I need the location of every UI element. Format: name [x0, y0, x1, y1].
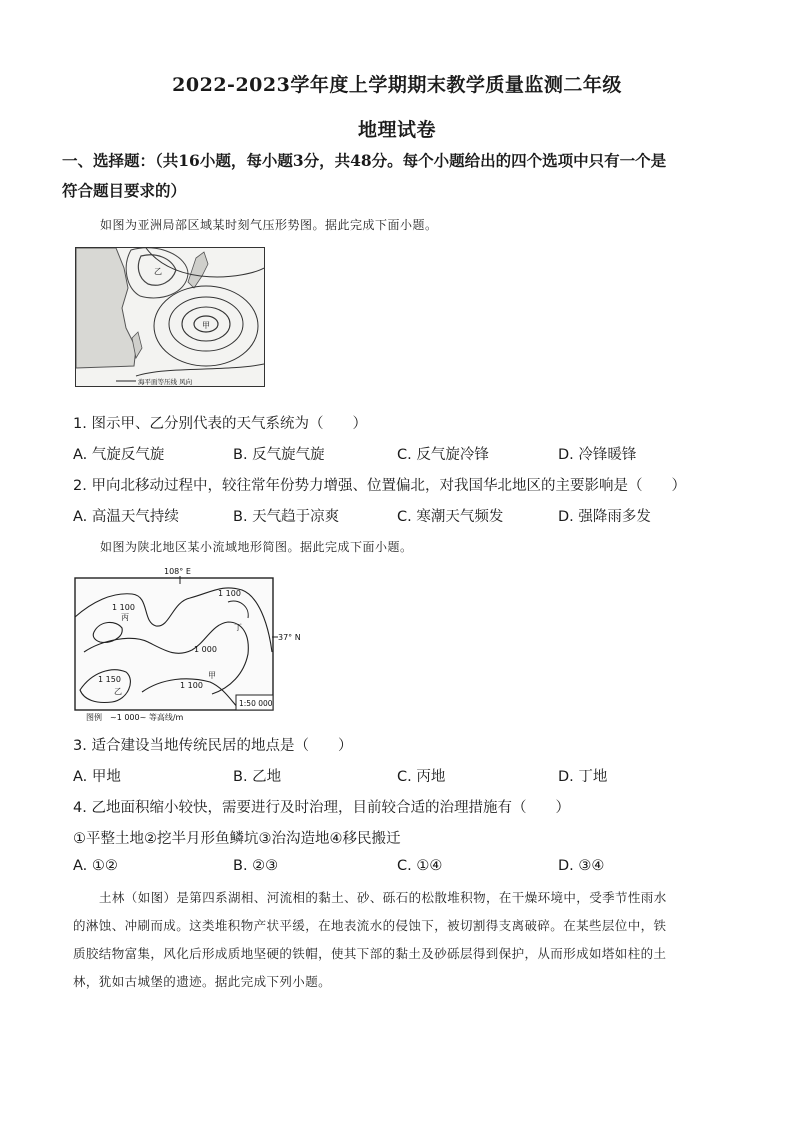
q1-option-d[interactable]: D. 冷锋暖锋 [558, 447, 637, 463]
japan-island-shape [188, 252, 208, 288]
group2-intro: 如图为陕北地区某小流域地形简图。据此完成下面小题。 [100, 540, 413, 554]
question-4-stem: 4. 乙地面积缩小较快，需要进行及时治理，目前较合适的治理措施有（ ） [73, 800, 570, 816]
pressure-legend: 海平面等压线 风向 [138, 378, 193, 386]
question-1-stem: 1. 图示甲、乙分别代表的天气系统为（ ） [73, 416, 367, 432]
section-heading-line1: 一、选择题：（共16小题，每小题3分，共48分。每个小题给出的四个选项中只有一个是 [62, 151, 667, 170]
label-bing: 丙 [121, 613, 129, 622]
q4-option-d[interactable]: D. ③④ [558, 858, 605, 874]
contour-label-1100-a: 1 100 [112, 603, 135, 612]
q3-option-c[interactable]: C. 丙地 [397, 769, 446, 785]
pressure-map-figure [75, 247, 265, 387]
q1-option-c[interactable]: C. 反气旋冷锋 [397, 447, 489, 463]
q3-option-d[interactable]: D. 丁地 [558, 769, 608, 785]
question-2-stem: 2. 甲向北移动过程中，较往常年份势力增强、位置偏北，对我国华北地区的主要影响是（ ） [73, 478, 686, 494]
longitude-label: 108° E [164, 567, 191, 576]
q2-option-a[interactable]: A. 高温天气持续 [73, 509, 179, 525]
question-4-measures: ①平整土地②挖半月形鱼鳞坑③治沟造地④移民搬迁 [73, 831, 401, 847]
contour-legend: 图例 ~1 000~ 等高线/m [86, 713, 184, 722]
mainland-shape [76, 248, 136, 368]
label-ding: 丁 [234, 623, 242, 632]
q4-option-a[interactable]: A. ①② [73, 858, 118, 874]
q4-option-c[interactable]: C. ①④ [397, 858, 443, 874]
contour-label-1100-c: 1 100 [180, 681, 203, 690]
contour-label-1100-b: 1 100 [218, 589, 241, 598]
section-heading [62, 146, 742, 206]
exam-title: 2022-2023学年度上学期期末教学质量监测二年级 [172, 74, 622, 96]
question-3-stem: 3. 适合建设当地传统民居的地点是（ ） [73, 738, 353, 754]
section-heading-line2: 符合题目要求的） [62, 181, 187, 200]
para-line-1: 土林（如图）是第四系湖相、河流相的黏土、砂、砾石的松散堆积物，在干燥环境中，受季节性雨水 [99, 890, 667, 905]
q1-option-a[interactable]: A. 气旋反气旋 [73, 447, 165, 463]
exam-subtitle: 地理试卷 [357, 119, 436, 141]
scale-label: 1:50 000 [239, 699, 273, 708]
q3-option-b[interactable]: B. 乙地 [233, 769, 282, 785]
q3-option-a[interactable]: A. 甲地 [73, 769, 121, 785]
label-jia: 甲 [202, 321, 210, 330]
q4-option-b[interactable]: B. ②③ [233, 858, 279, 874]
contour-label-1150: 1 150 [98, 675, 121, 684]
label-yi: 乙 [154, 267, 162, 276]
para-line-4: 林，犹如古城堡的遗迹。据此完成下列小题。 [73, 974, 332, 989]
label-yi-2: 乙 [114, 687, 122, 696]
group1-intro: 如图为亚洲局部区域某时刻气压形势图。据此完成下面小题。 [100, 218, 438, 232]
contour-label-1000: 1 000 [194, 645, 217, 654]
latitude-label: 37° N [278, 633, 301, 642]
q2-option-b[interactable]: B. 天气趋于凉爽 [233, 509, 340, 525]
para-line-3: 质胶结物富集，风化后形成质地坚硬的铁帽，使其下部的黏土及砂砾层得到保护，从而形成如塔如柱的土 [73, 946, 667, 961]
q2-option-c[interactable]: C. 寒潮天气频发 [397, 509, 504, 525]
label-jia-2: 甲 [208, 671, 216, 680]
contour-map-figure [72, 562, 322, 722]
tulin-paragraph [73, 884, 723, 996]
contour-map-svg [72, 562, 322, 722]
pressure-map-svg [76, 248, 264, 386]
q1-option-b[interactable]: B. 反气旋气旋 [233, 447, 325, 463]
q2-option-d[interactable]: D. 强降雨多发 [558, 509, 651, 525]
para-line-2: 的淋蚀、冲刷而成。这类堆积物产状平缓，在地表流水的侵蚀下，被切割得支离破碎。在某些层位中，铁 [73, 918, 667, 933]
